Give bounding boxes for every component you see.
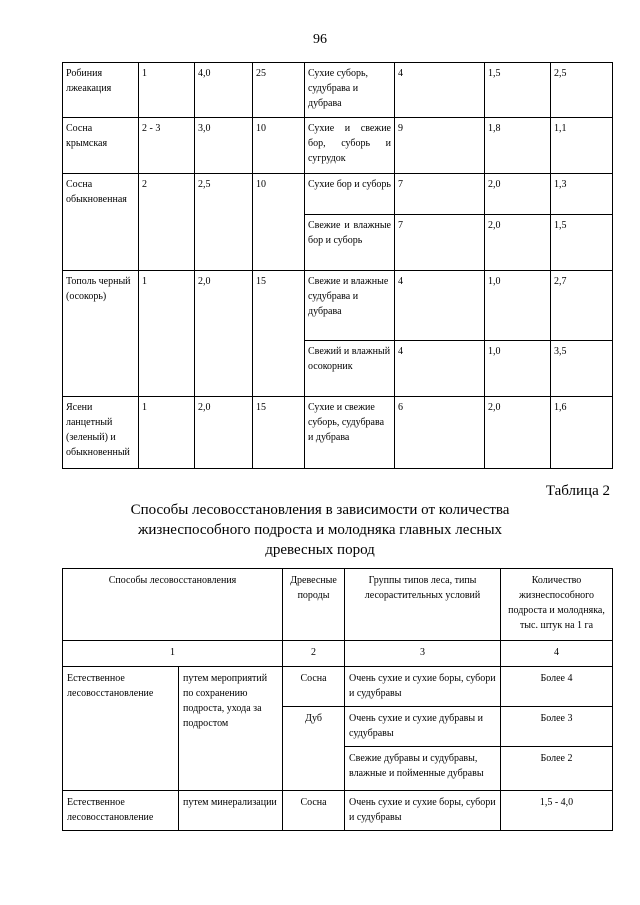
column-header: Способы лесовосстановления [63,569,283,641]
species-cell: Тополь черный (осокорь) [63,271,139,397]
table-cell: 2 [139,174,195,271]
table-cell: 1 [139,397,195,469]
species-cell: Сосна крымская [63,118,139,174]
conditions-cell: Свежие и влажные бор и суборь [305,215,395,271]
table-label: Таблица 2 [545,483,610,499]
conditions-cell: Сухие и свежие бор, суборь и сугрудок [305,118,395,174]
conditions-cell: Сухие суборь, судубрава и дубрава [305,63,395,118]
table-cell: 1,6 [551,397,613,469]
submethod-cell: путем мероприятий по сохранению подроста, уходa за подростом [179,667,283,791]
quantity-cell: 1,5 - 4,0 [501,791,613,831]
table-cell: 7 [395,174,485,215]
species-cell: Сосна [283,667,345,707]
table-title [0,500,640,560]
table-cell: 1,0 [485,341,551,397]
table-cell: 2 - 3 [139,118,195,174]
column-number: 4 [501,641,613,667]
table-cell: 7 [395,215,485,271]
method-cell: Естественное лесовосстановление [63,791,179,831]
species-cell: Ясени ланцетный (зеленый) и обыкновенный [63,397,139,469]
forest-type-cell: Очень сухие и сухие боры, субори и судубравы [345,667,501,707]
table-cell: 2,0 [485,174,551,215]
column-number: 3 [345,641,501,667]
species-cell: Сосна обыкновенная [63,174,139,271]
table-cell: 10 [253,118,305,174]
page-number: 96 [313,32,327,47]
table-cell: 1,5 [485,63,551,118]
table-cell: 2,5 [551,63,613,118]
table-cell: 2,0 [195,397,253,469]
table-cell: 1,0 [485,271,551,341]
column-header: Древесные породы [283,569,345,641]
header-row [63,569,613,641]
table-cell: 4 [395,341,485,397]
reforestation-table [62,568,613,831]
column-header: Количество жизнеспособного подроста и молодняка, тыс. штук на 1 га [501,569,613,641]
conditions-cell: Свежие и влажные судубрава и дубрава [305,271,395,341]
table-row [63,174,613,215]
table-cell: 1,5 [551,215,613,271]
table-row [63,63,613,118]
species-cell: Робиния лжеакация [63,63,139,118]
table-cell: 2,0 [485,215,551,271]
conditions-cell: Сухие бор и суборь [305,174,395,215]
table-cell: 1,3 [551,174,613,215]
table-row [63,397,613,469]
table-cell: 6 [395,397,485,469]
forest-type-cell: Очень сухие и сухие дубравы и судубравы [345,707,501,747]
number-row [63,641,613,667]
table-cell: 4,0 [195,63,253,118]
column-number: 2 [283,641,345,667]
table-cell: 10 [253,174,305,271]
table-cell: 1 [139,63,195,118]
table-cell: 2,5 [195,174,253,271]
species-cell: Дуб [283,707,345,791]
table-cell: 4 [395,63,485,118]
column-number: 1 [63,641,283,667]
table-cell: 15 [253,397,305,469]
table-cell: 9 [395,118,485,174]
table-title-text: Способы лесовосстановления в зависимости от количества жизнеспособного подроста и молодняка главных лесных древесных пород [130,502,510,558]
table-cell: 3,5 [551,341,613,397]
table-cell: 3,0 [195,118,253,174]
table-cell: 25 [253,63,305,118]
table-cell: 1,8 [485,118,551,174]
table-cell: 2,0 [195,271,253,397]
table-row [63,118,613,174]
species-table [62,62,613,469]
quantity-cell: Более 4 [501,667,613,707]
table-cell: 1,1 [551,118,613,174]
table-cell: 2,7 [551,271,613,341]
table-row [63,791,613,831]
table-cell: 15 [253,271,305,397]
conditions-cell: Свежий и влажный осокорник [305,341,395,397]
forest-type-cell: Свежие дубравы и судубравы, влажные и пойменные дубравы [345,747,501,791]
table-row [63,271,613,341]
table-cell: 2,0 [485,397,551,469]
table-cell: 1 [139,271,195,397]
method-cell: Естественное лесовосстановление [63,667,179,791]
table-cell: 4 [395,271,485,341]
species-cell: Сосна [283,791,345,831]
quantity-cell: Более 2 [501,747,613,791]
table-row [63,667,613,707]
submethod-cell: путем минерализации [179,791,283,831]
conditions-cell: Сухие и свежие суборь, судубрава и дубрава [305,397,395,469]
forest-type-cell: Очень сухие и сухие боры, субори и судубравы [345,791,501,831]
quantity-cell: Более 3 [501,707,613,747]
column-header: Группы типов леса, типы лесорастительных условий [345,569,501,641]
